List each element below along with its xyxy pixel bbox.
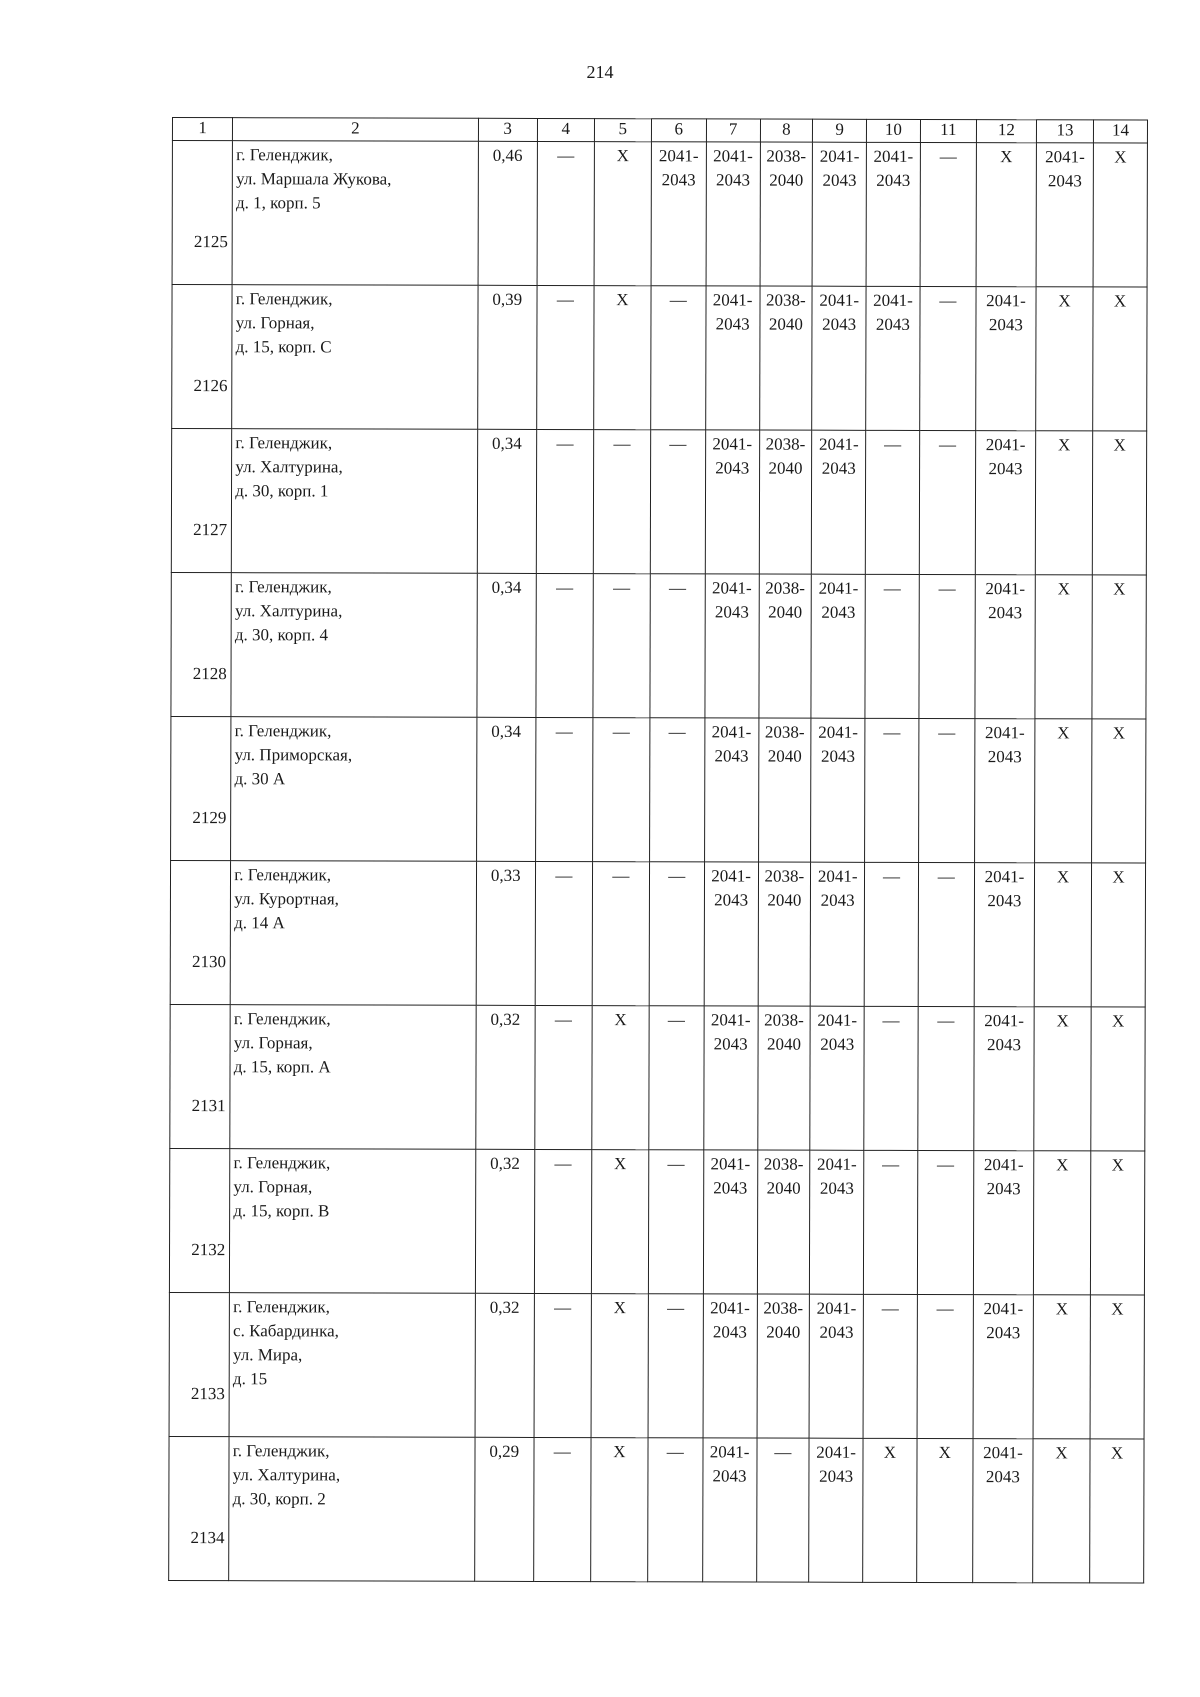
column-header: 1 bbox=[172, 118, 232, 141]
value-cell: — bbox=[537, 141, 594, 285]
row-number: 2129 bbox=[171, 716, 232, 860]
row-number: 2128 bbox=[171, 572, 232, 716]
value-cell: — bbox=[648, 1150, 703, 1294]
value-cell: 2041- 2043 bbox=[810, 1006, 864, 1150]
table-row bbox=[171, 716, 1146, 863]
value-cell: X bbox=[1035, 719, 1092, 863]
value-cell: — bbox=[865, 718, 919, 862]
value-cell: — bbox=[593, 574, 650, 718]
value-cell: 2041- 2043 bbox=[812, 142, 866, 286]
value-cell: — bbox=[592, 862, 649, 1006]
row-number: 2132 bbox=[169, 1148, 230, 1292]
value-cell: 2041- 2043 bbox=[812, 430, 866, 574]
row-number: 2130 bbox=[170, 860, 231, 1004]
value-cell: 2041- 2043 bbox=[809, 1438, 863, 1582]
value-cell: 2041- 2043 bbox=[810, 1150, 864, 1294]
value-cell: X bbox=[976, 143, 1037, 287]
table-body bbox=[169, 141, 1148, 1584]
value-cell: 2041- 2043 bbox=[812, 286, 866, 430]
column-header: 12 bbox=[976, 120, 1036, 143]
value-cell: X bbox=[1092, 431, 1146, 575]
column-header: 7 bbox=[706, 119, 760, 142]
address-line: ул. Горная, bbox=[233, 1177, 313, 1197]
value-cell: — bbox=[918, 862, 974, 1006]
value-cell: X bbox=[1091, 863, 1145, 1007]
value-cell: 2041- 2043 bbox=[810, 862, 864, 1006]
value-cell: — bbox=[535, 1005, 592, 1149]
row-number: 2125 bbox=[172, 141, 233, 285]
address-line: ул. Халтурина, bbox=[234, 601, 343, 621]
value-cell: 2041- 2043 bbox=[705, 430, 759, 574]
value-cell: 2041- 2043 bbox=[1036, 143, 1093, 287]
address-cell bbox=[231, 573, 477, 718]
value-cell: 2041- 2043 bbox=[704, 862, 758, 1006]
address-line: г. Геленджик, bbox=[233, 1297, 330, 1317]
value-cell: X bbox=[1033, 1295, 1090, 1439]
value-cell: X bbox=[1093, 287, 1147, 431]
value-cell: 2041- 2043 bbox=[702, 1438, 756, 1582]
column-header: 14 bbox=[1094, 120, 1148, 143]
value-cell: — bbox=[536, 429, 593, 573]
value-cell: — bbox=[917, 1294, 973, 1438]
table-row bbox=[171, 572, 1146, 719]
value-cell: — bbox=[649, 862, 704, 1006]
table-header bbox=[172, 118, 1147, 144]
address-line: г. Геленджик, bbox=[234, 865, 332, 885]
value-cell: — bbox=[917, 1150, 973, 1294]
value-cell: — bbox=[918, 718, 974, 862]
page-number: 214 bbox=[586, 62, 614, 82]
address-line: д. 15 bbox=[232, 1369, 268, 1389]
address-line: г. Геленджик, bbox=[233, 1153, 331, 1173]
value-cell: 0,34 bbox=[477, 429, 537, 573]
value-cell: X bbox=[590, 1438, 647, 1582]
column-header: 13 bbox=[1036, 120, 1093, 143]
value-cell: 2041- 2043 bbox=[703, 1150, 757, 1294]
value-cell: 2041- 2043 bbox=[651, 142, 706, 286]
value-cell: 2041- 2043 bbox=[705, 574, 759, 718]
value-cell: X bbox=[1090, 1295, 1144, 1439]
address-cell bbox=[230, 861, 476, 1006]
value-cell: X bbox=[591, 1150, 648, 1294]
value-cell: 2038- 2040 bbox=[758, 862, 811, 1006]
column-header: 4 bbox=[537, 118, 594, 141]
address-line: г. Геленджик, bbox=[235, 289, 333, 309]
row-number: 2131 bbox=[170, 1004, 231, 1148]
value-cell: 2041- 2043 bbox=[974, 863, 1035, 1007]
row-number: 2133 bbox=[169, 1292, 230, 1436]
value-cell: 2041- 2043 bbox=[811, 574, 865, 718]
address-line: ул. Мира, bbox=[232, 1345, 303, 1365]
value-cell: X bbox=[1036, 287, 1093, 431]
address-line: д. 15, корп. В bbox=[233, 1201, 330, 1221]
column-header: 10 bbox=[866, 119, 920, 142]
address-line: г. Геленджик, bbox=[236, 145, 333, 165]
table-row bbox=[169, 1292, 1144, 1439]
value-cell: 2038- 2040 bbox=[760, 142, 813, 286]
value-cell: — bbox=[865, 430, 919, 574]
address-line: ул. Халтурина, bbox=[232, 1465, 341, 1485]
value-cell: — bbox=[864, 1006, 918, 1150]
value-cell: — bbox=[864, 862, 918, 1006]
header-row bbox=[172, 118, 1147, 144]
table-row bbox=[172, 141, 1147, 288]
row-number: 2134 bbox=[169, 1436, 230, 1580]
address-cell bbox=[230, 1005, 476, 1150]
value-cell: — bbox=[536, 573, 593, 717]
value-cell: 2041- 2043 bbox=[705, 286, 759, 430]
value-cell: 0,46 bbox=[478, 141, 538, 285]
address-line: д. 15, корп. С bbox=[235, 337, 332, 357]
value-cell: 2038- 2040 bbox=[757, 1294, 810, 1438]
address-line: г. Геленджик, bbox=[233, 1009, 331, 1029]
value-cell: 2041- 2043 bbox=[975, 431, 1036, 575]
table-row bbox=[170, 860, 1145, 1007]
value-cell: X bbox=[1092, 575, 1146, 719]
value-cell: X bbox=[1091, 1007, 1145, 1151]
row-number: 2127 bbox=[171, 429, 232, 573]
address-cell bbox=[232, 285, 478, 430]
value-cell: 2041- 2043 bbox=[866, 286, 920, 430]
value-cell: X bbox=[1035, 575, 1092, 719]
value-cell: X bbox=[863, 1438, 917, 1582]
table-row bbox=[172, 285, 1147, 432]
value-cell: 2041- 2043 bbox=[704, 1006, 758, 1150]
value-cell: 2041- 2043 bbox=[811, 718, 865, 862]
table-row bbox=[169, 1148, 1144, 1295]
value-cell: X bbox=[594, 142, 651, 286]
value-cell: 2041- 2043 bbox=[703, 1294, 757, 1438]
value-cell: 2041- 2043 bbox=[809, 1294, 863, 1438]
address-line: ул. Приморская, bbox=[234, 745, 353, 765]
column-header: 9 bbox=[813, 119, 867, 142]
value-cell: — bbox=[648, 1294, 703, 1438]
value-cell: X bbox=[1090, 1439, 1144, 1583]
value-cell: — bbox=[535, 861, 592, 1005]
value-cell: — bbox=[650, 574, 705, 718]
value-cell: 2041- 2043 bbox=[975, 287, 1036, 431]
column-header: 11 bbox=[920, 119, 976, 142]
address-line: ул. Курортная, bbox=[234, 889, 339, 909]
address-line: д. 30 А bbox=[234, 769, 286, 789]
value-cell: 2038- 2040 bbox=[759, 286, 812, 430]
value-cell: 2041- 2043 bbox=[975, 575, 1036, 719]
address-line: д. 15, корп. А bbox=[233, 1057, 331, 1077]
address-line: д. 30, корп. 4 bbox=[234, 625, 329, 645]
value-cell: — bbox=[920, 142, 976, 286]
value-cell: X bbox=[592, 1006, 649, 1150]
value-cell: X bbox=[591, 1294, 648, 1438]
column-header: 3 bbox=[478, 118, 537, 141]
value-cell: — bbox=[648, 1438, 703, 1582]
value-cell: — bbox=[865, 574, 919, 718]
value-cell: 2038- 2040 bbox=[758, 574, 811, 718]
value-cell: 2041- 2043 bbox=[972, 1439, 1033, 1583]
value-cell: — bbox=[863, 1294, 917, 1438]
table-row bbox=[169, 1436, 1144, 1583]
value-cell: 0,34 bbox=[476, 717, 536, 861]
value-cell: 2038- 2040 bbox=[757, 1006, 810, 1150]
value-cell: X bbox=[917, 1438, 973, 1582]
value-cell: — bbox=[593, 430, 650, 574]
value-cell: — bbox=[649, 718, 704, 862]
value-cell: 2041- 2043 bbox=[973, 1151, 1034, 1295]
value-cell: — bbox=[535, 717, 592, 861]
address-cell bbox=[232, 429, 478, 574]
address-line: д. 30, корп. 2 bbox=[232, 1489, 326, 1509]
value-cell: — bbox=[919, 574, 975, 718]
address-line: д. 1, корп. 5 bbox=[236, 193, 321, 213]
value-cell: X bbox=[1035, 431, 1092, 575]
value-cell: X bbox=[594, 286, 651, 430]
address-cell bbox=[231, 717, 477, 862]
value-cell: — bbox=[756, 1438, 809, 1582]
address-line: г. Геленджик, bbox=[232, 1441, 330, 1461]
value-cell: X bbox=[1034, 863, 1091, 1007]
value-cell: 2041- 2043 bbox=[866, 142, 920, 286]
address-line: д. 14 А bbox=[234, 913, 285, 933]
value-cell: X bbox=[1033, 1151, 1090, 1295]
value-cell: 0,32 bbox=[475, 1293, 535, 1437]
address-cell bbox=[229, 1293, 475, 1438]
value-cell: — bbox=[920, 286, 976, 430]
address-cell bbox=[232, 141, 478, 286]
column-header: 2 bbox=[233, 118, 478, 142]
column-header: 5 bbox=[594, 119, 651, 142]
address-line: д. 30, корп. 1 bbox=[235, 481, 329, 501]
value-cell: — bbox=[649, 1006, 704, 1150]
value-cell: — bbox=[650, 430, 705, 574]
value-cell: 0,34 bbox=[477, 573, 537, 717]
value-cell: — bbox=[919, 430, 975, 574]
column-header: 6 bbox=[651, 119, 706, 142]
value-cell: — bbox=[592, 718, 649, 862]
address-cell bbox=[230, 1149, 476, 1294]
value-cell: 2038- 2040 bbox=[757, 1150, 810, 1294]
table-row bbox=[170, 1004, 1145, 1151]
value-cell: — bbox=[536, 285, 593, 429]
value-cell: 0,39 bbox=[477, 285, 537, 429]
value-cell: — bbox=[533, 1437, 590, 1581]
value-cell: X bbox=[1034, 1007, 1091, 1151]
value-cell: X bbox=[1033, 1439, 1090, 1583]
value-cell: 2041- 2043 bbox=[706, 142, 760, 286]
address-line: г. Геленджик, bbox=[234, 721, 332, 741]
row-number: 2126 bbox=[172, 285, 233, 429]
value-cell: 2038- 2040 bbox=[758, 718, 811, 862]
column-header: 8 bbox=[760, 119, 813, 142]
address-line: с. Кабардинка, bbox=[233, 1321, 339, 1341]
value-cell: 0,29 bbox=[474, 1437, 534, 1581]
value-cell: 2041- 2043 bbox=[704, 718, 758, 862]
value-cell: 2041- 2043 bbox=[974, 719, 1035, 863]
table-row bbox=[171, 429, 1146, 576]
value-cell: 2041- 2043 bbox=[974, 1007, 1035, 1151]
value-cell: 2038- 2040 bbox=[759, 430, 812, 574]
value-cell: — bbox=[534, 1293, 591, 1437]
value-cell: 0,33 bbox=[476, 861, 536, 1005]
value-cell: X bbox=[1093, 143, 1147, 287]
address-line: ул. Горная, bbox=[233, 1033, 313, 1053]
value-cell: — bbox=[534, 1149, 591, 1293]
address-cell bbox=[229, 1437, 475, 1582]
value-cell: 0,32 bbox=[475, 1005, 535, 1149]
value-cell: 2041- 2043 bbox=[973, 1295, 1034, 1439]
value-cell: 0,32 bbox=[475, 1149, 535, 1293]
registry-table bbox=[168, 117, 1148, 1584]
address-line: ул. Маршала Жукова, bbox=[236, 169, 392, 189]
address-line: г. Геленджик, bbox=[234, 577, 332, 597]
address-line: ул. Халтурина, bbox=[235, 457, 343, 477]
value-cell: — bbox=[918, 1006, 974, 1150]
address-line: ул. Горная, bbox=[235, 313, 315, 333]
value-cell: — bbox=[651, 286, 706, 430]
value-cell: X bbox=[1090, 1151, 1144, 1295]
value-cell: — bbox=[863, 1150, 917, 1294]
value-cell: X bbox=[1092, 719, 1146, 863]
address-line: г. Геленджик, bbox=[235, 433, 333, 453]
